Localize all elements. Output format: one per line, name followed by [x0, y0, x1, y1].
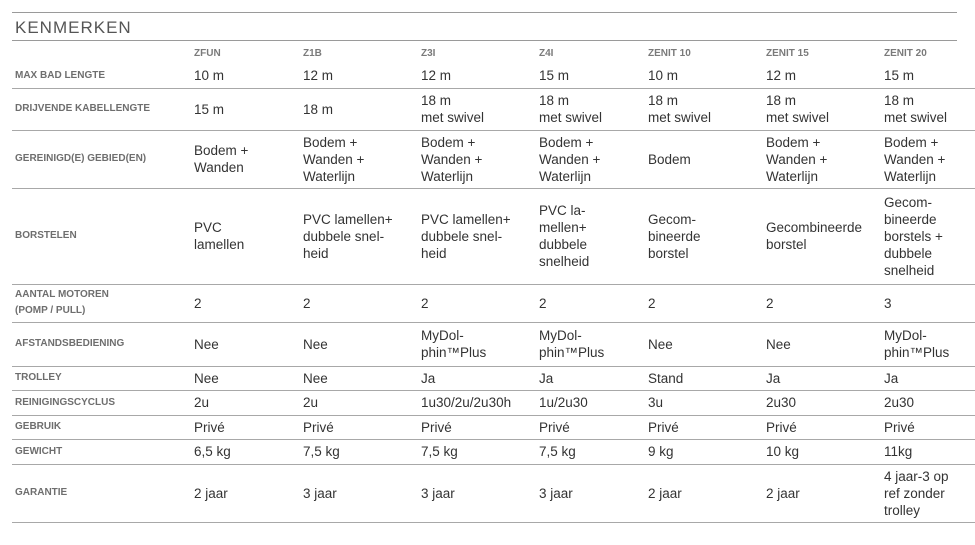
row-label: REINIGINGSCYCLUS — [12, 390, 192, 415]
table-cell: 7,5 kg — [419, 439, 537, 464]
table-cell: Privé — [192, 415, 301, 439]
table-cell: 4 jaar-3 op ref zonder trolley — [882, 464, 975, 522]
table-cell: 9 kg — [646, 439, 764, 464]
table-row — [12, 464, 975, 522]
table-cell: Privé — [537, 415, 646, 439]
column-header: ZFUN — [194, 48, 221, 59]
row-label: BORSTELEN — [12, 188, 192, 284]
table-cell: 2u — [192, 390, 301, 415]
table-cell: 18 m met swivel — [646, 88, 764, 130]
table-cell: 2 — [301, 284, 419, 322]
table-cell: 2 — [419, 284, 537, 322]
table-cell: Bodem + Wanden — [192, 130, 301, 188]
table-cell: Stand — [646, 366, 764, 390]
row-label: AFSTANDSBEDIENING — [12, 322, 192, 366]
table-cell: 18 m met swivel — [419, 88, 537, 130]
table-cell: 3 jaar — [419, 464, 537, 522]
table-cell: 2 — [764, 284, 882, 322]
table-cell: Ja — [419, 366, 537, 390]
table-cell: 6,5 kg — [192, 439, 301, 464]
column-header: Z1B — [303, 48, 322, 59]
table-cell: Privé — [301, 415, 419, 439]
table-cell: 2u30 — [764, 390, 882, 415]
table-cell: Nee — [301, 366, 419, 390]
table-cell: Bodem + Wanden + Waterlijn — [419, 130, 537, 188]
table-cell: 12 m — [301, 64, 419, 88]
column-header: Z3I — [421, 48, 436, 59]
row-label: TROLLEY — [12, 366, 192, 390]
table-cell: PVC lamellen+ dubbele snel- heid — [419, 188, 537, 284]
table-cell: MyDol- phin™Plus — [419, 322, 537, 366]
table-cell: 1u30/2u/2u30h — [419, 390, 537, 415]
row-label: GARANTIE — [12, 464, 192, 522]
table-cell: PVC la- mellen+ dubbele snelheid — [537, 188, 646, 284]
table-row — [12, 64, 975, 88]
table-cell: 18 m — [301, 88, 419, 130]
table-row — [12, 439, 975, 464]
table-cell: Nee — [764, 322, 882, 366]
table-cell: Gecom- bineerde borstels + dubbele snelheid — [882, 188, 975, 284]
column-header: ZENIT 10 — [648, 48, 691, 59]
table-cell: PVC lamellen+ dubbele snel- heid — [301, 188, 419, 284]
table-cell: 15 m — [537, 64, 646, 88]
table-row — [12, 188, 975, 284]
header-corner — [12, 41, 192, 64]
table-cell: Bodem — [646, 130, 764, 188]
table-cell: Privé — [646, 415, 764, 439]
row-label: GEBRUIK — [12, 415, 192, 439]
table-cell: Nee — [192, 322, 301, 366]
column-header: ZENIT 15 — [766, 48, 809, 59]
table-cell: Ja — [882, 366, 975, 390]
table-cell: 10 m — [646, 64, 764, 88]
table-cell: 3 — [882, 284, 975, 322]
table-cell: Privé — [764, 415, 882, 439]
table-cell: 7,5 kg — [301, 439, 419, 464]
table-cell: Gecombineerde borstel — [764, 188, 882, 284]
table-cell: Ja — [537, 366, 646, 390]
table-cell: Privé — [419, 415, 537, 439]
table-cell: 12 m — [419, 64, 537, 88]
table-row — [12, 415, 975, 439]
specs-table — [12, 41, 975, 523]
row-label: AANTAL MOTOREN (POMP / PULL) — [12, 284, 192, 322]
table-cell: 10 m — [192, 64, 301, 88]
header-row — [12, 41, 975, 64]
table-cell: MyDol- phin™Plus — [882, 322, 975, 366]
table-cell: 3u — [646, 390, 764, 415]
section-title: KENMERKEN — [15, 18, 132, 37]
table-cell: 15 m — [882, 64, 975, 88]
table-row — [12, 322, 975, 366]
table-cell: Nee — [192, 366, 301, 390]
row-label: GEREINIGD(E) GEBIED(EN) — [12, 130, 192, 188]
table-cell: Ja — [764, 366, 882, 390]
table-cell: 2 — [646, 284, 764, 322]
table-cell: Gecom- bineerde borstel — [646, 188, 764, 284]
table-cell: 11kg — [882, 439, 975, 464]
table-cell: 10 kg — [764, 439, 882, 464]
table-cell: MyDol- phin™Plus — [537, 322, 646, 366]
row-label: DRIJVENDE KABELLENGTE — [12, 88, 192, 130]
table-cell: 1u/2u30 — [537, 390, 646, 415]
table-cell: Bodem + Wanden + Waterlijn — [764, 130, 882, 188]
table-cell: 2 jaar — [192, 464, 301, 522]
table-cell: Bodem + Wanden + Waterlijn — [537, 130, 646, 188]
top-divider — [12, 12, 957, 13]
table-cell: 2 jaar — [646, 464, 764, 522]
table-row — [12, 390, 975, 415]
table-cell: 2 jaar — [764, 464, 882, 522]
table-cell: 3 jaar — [537, 464, 646, 522]
table-cell: Privé — [882, 415, 975, 439]
table-cell: 3 jaar — [301, 464, 419, 522]
table-cell: Nee — [646, 322, 764, 366]
table-cell: Bodem + Wanden + Waterlijn — [301, 130, 419, 188]
row-label: GEWICHT — [12, 439, 192, 464]
table-row — [12, 284, 975, 322]
table-cell: PVC lamellen — [192, 188, 301, 284]
table-cell: 7,5 kg — [537, 439, 646, 464]
table-cell: 18 m met swivel — [537, 88, 646, 130]
table-cell: 2 — [537, 284, 646, 322]
table-row — [12, 130, 975, 188]
table-cell: 15 m — [192, 88, 301, 130]
table-cell: 2 — [192, 284, 301, 322]
table-cell: 2u30 — [882, 390, 975, 415]
column-header: ZENIT 20 — [884, 48, 927, 59]
table-row — [12, 88, 975, 130]
table-cell: 12 m — [764, 64, 882, 88]
table-row — [12, 366, 975, 390]
row-label: MAX BAD LENGTE — [12, 64, 192, 88]
table-cell: 18 m met swivel — [882, 88, 975, 130]
table-cell: 18 m met swivel — [764, 88, 882, 130]
table-cell: Bodem + Wanden + Waterlijn — [882, 130, 975, 188]
column-header: Z4I — [539, 48, 554, 59]
table-cell: 2u — [301, 390, 419, 415]
table-cell: Nee — [301, 322, 419, 366]
